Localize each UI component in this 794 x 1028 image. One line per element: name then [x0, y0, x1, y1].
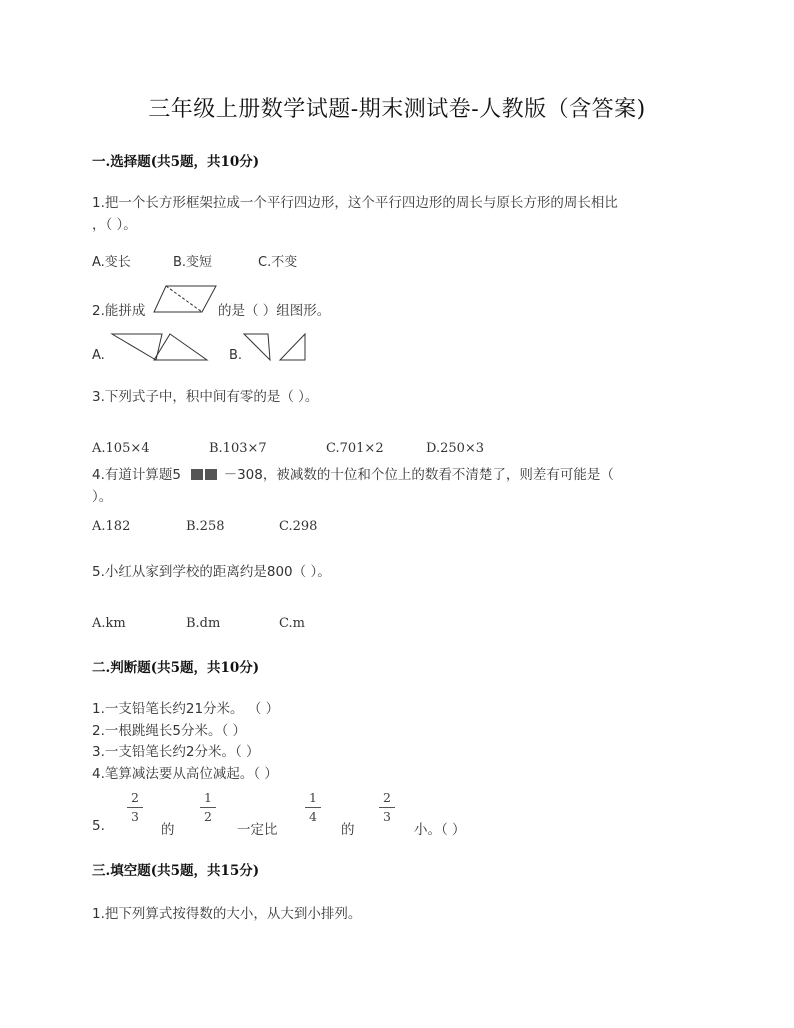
- fraction-denominator: 2: [204, 809, 212, 824]
- judgment-item-3: 3.一支铅笔长约2分米。（ ）: [92, 744, 260, 760]
- fraction-1-2: [198, 790, 218, 825]
- question-3-option-b: B.103×7: [209, 441, 267, 456]
- question-2-prefix: 2.能拼成: [92, 303, 146, 319]
- question-3-option-a: A.105×4: [92, 441, 150, 456]
- question-2-option-a: A.: [92, 348, 105, 363]
- fraction-numerator: 2: [131, 790, 139, 805]
- word-de-1: 的: [161, 822, 175, 838]
- question-5-option-c: C.m: [279, 616, 305, 631]
- fraction-bar: [379, 807, 395, 808]
- word-de-2: 的: [341, 822, 355, 838]
- judgment-item-5-number: 5.: [92, 818, 105, 834]
- fraction-numerator: 1: [309, 790, 317, 805]
- question-5-option-b: B.dm: [186, 616, 221, 631]
- question-3-option-c: C.701×2: [326, 441, 384, 456]
- judgment-item-2: 2.一根跳绳长5分米。（ ）: [92, 723, 247, 739]
- judgment-item-1: 1.一支铅笔长约21分米。 （ ）: [92, 701, 280, 717]
- section-heading-choice: 一.选择题(共5题，共10分): [92, 154, 260, 170]
- question-1-line-2: ，（ ）。: [92, 217, 137, 233]
- section-heading-fill-blank: 三.填空题(共5题，共15分): [92, 863, 260, 879]
- judgment-item-4: 4.笔算减法要从高位减起。（ ）: [92, 766, 278, 782]
- fill-blank-question-1: 1.把下列算式按得数的大小，从大到小排列。: [92, 906, 362, 922]
- parallelogram-figure: [152, 284, 218, 314]
- section-heading-judgment: 二.判断题(共5题，共10分): [92, 660, 260, 676]
- fraction-bar: [127, 807, 143, 808]
- fraction-denominator: 3: [131, 809, 139, 824]
- word-xiao-end: 小。（ ）: [414, 822, 466, 838]
- question-5-text: 5.小红从家到学校的距离约是800（ ）。: [92, 564, 331, 580]
- question-1-line-1: 1.把一个长方形框架拉成一个平行四边形，这个平行四边形的周长与原长方形的周长相比: [92, 195, 618, 211]
- question-4-line-1: [92, 463, 614, 483]
- fraction-denominator: 3: [383, 809, 391, 824]
- fraction-2-3-first: [125, 790, 145, 825]
- question-3-text: 3.下列式子中，积中间有零的是（ ）。: [92, 389, 319, 405]
- hidden-digit-block-tens: [191, 469, 203, 480]
- page-title: 三年级上册数学试题-期末测试卷-人教版（含答案): [148, 97, 646, 122]
- fraction-bar: [200, 807, 216, 808]
- question-4-option-b: B.258: [186, 519, 225, 534]
- question-2-option-b: B.: [229, 348, 243, 363]
- question-4-option-a: A.182: [92, 519, 131, 534]
- hidden-digit-block-ones: [205, 469, 217, 480]
- question-3-option-d: D.250×3: [426, 441, 485, 456]
- question-5-option-a: A.km: [92, 616, 126, 631]
- question-4-option-c: C.298: [279, 519, 318, 534]
- fraction-2-3-second: [377, 790, 397, 825]
- fraction-numerator: 1: [204, 790, 212, 805]
- fraction-numerator: 2: [383, 790, 391, 805]
- question-1-option-b: B.变短: [173, 255, 213, 270]
- option-b-triangles-figure: [242, 331, 310, 363]
- question-1-option-a: A.变长: [92, 255, 131, 270]
- question-4-suffix: －308，被减数的十位和个位上的数看不清楚了，则差有可能是（: [223, 467, 614, 483]
- question-4-prefix: 4.有道计算题5: [92, 467, 181, 483]
- fraction-denominator: 4: [309, 809, 317, 824]
- fraction-1-4: [303, 790, 323, 825]
- question-1-option-c: C.不变: [258, 255, 298, 270]
- fraction-bar: [305, 807, 321, 808]
- question-4-line-2: ）。: [92, 489, 113, 505]
- word-yidingbi: 一定比: [237, 822, 278, 838]
- option-a-triangles-figure: [110, 331, 210, 363]
- question-2-suffix: 的是（ ）组图形。: [218, 303, 331, 319]
